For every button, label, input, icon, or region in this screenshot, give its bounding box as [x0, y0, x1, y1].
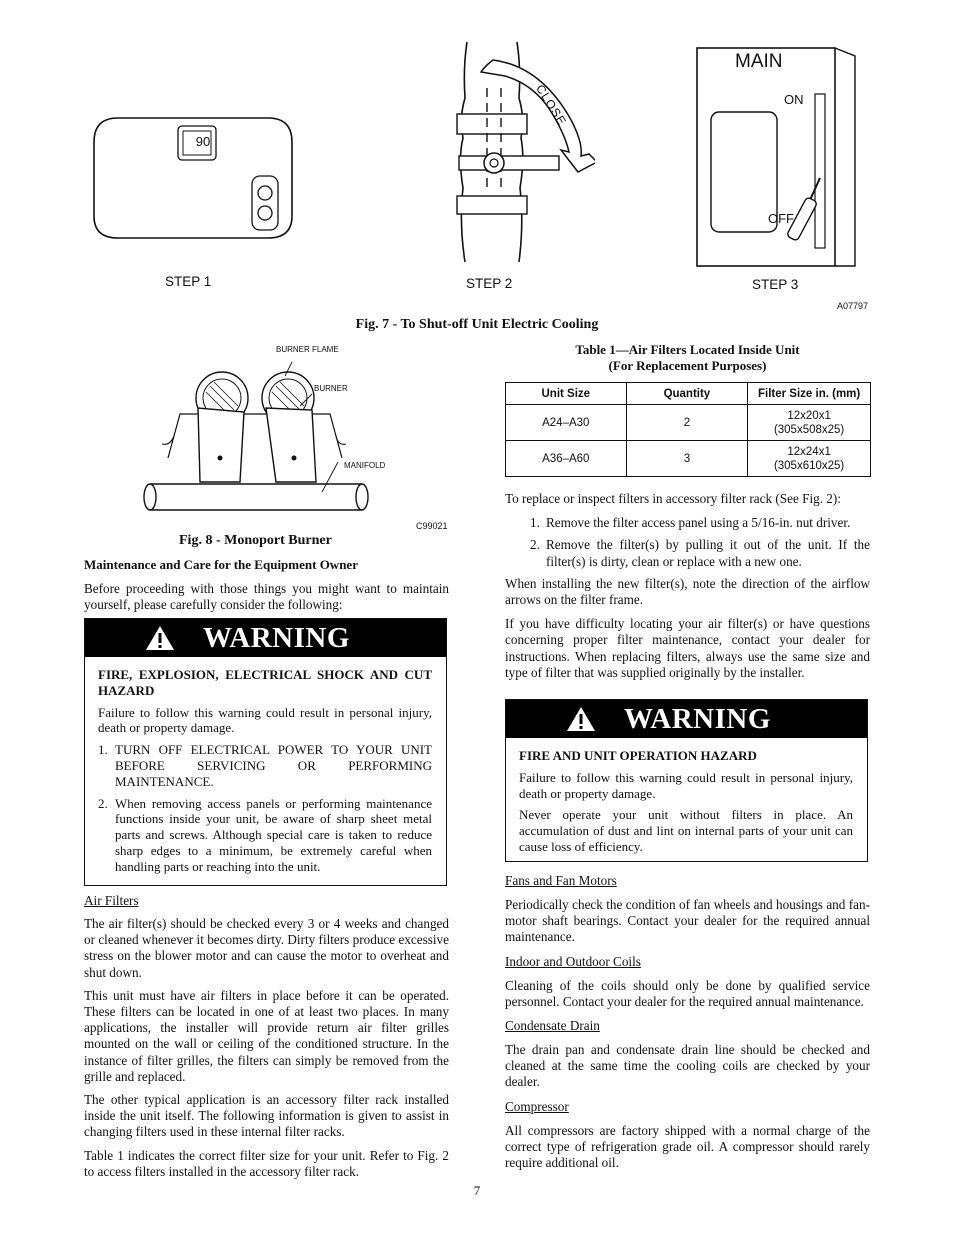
drain-text: The drain pan and condensate drain line should be checked and cleaned at the same time the cooling coils are checked by your dealer.: [505, 1042, 870, 1090]
main-label: MAIN: [735, 51, 783, 72]
air-filters-p1: The air filter(s) should be checked every 3 or 4 weeks and changed or cleaned whenever it becomes dirty. Dirty filters produce excessive stress on the blower motor and can cause the motor to overheat and shut down.: [84, 916, 449, 980]
table-title: Table 1—Air Filters Located Inside Unit: [575, 342, 800, 357]
air-filters-heading: Air Filters: [84, 893, 139, 908]
cell-filter-size: 12x24x1 (305x610x25): [748, 441, 871, 477]
right-column-upper: [505, 491, 870, 681]
warning-triangle-icon: [558, 706, 604, 732]
hazard-consequence: Failure to follow this warning could result in personal injury, death or property damage.: [98, 704, 432, 736]
right-column-lower: [505, 873, 870, 1171]
column-header: Quantity: [626, 383, 748, 405]
table-subtitle: (For Replacement Purposes): [608, 358, 767, 373]
cell-unit-size: A24–A30: [506, 405, 627, 441]
air-filters-p3: The other typical application is an accessory filter rack installed inside the unit itself. The following information is given to assist in changing filters used in these internal filter racks.: [84, 1092, 449, 1140]
close-arrow-label: CLOSE: [533, 82, 570, 129]
step-2-label: STEP 2: [466, 276, 513, 291]
figure-7-code: A07797: [837, 301, 869, 311]
figure-8-code: C99021: [416, 521, 448, 531]
warning-box-electrical: [84, 618, 447, 886]
air-filters-p2: This unit must have air filters in place before it can be operated. These filters can be located in one of at least two places. In many applications, the installer will provide return air filter grilles mounted on the wall or ceiling of the conditioned structure. In the instance of filter grilles, the filters can simply be removed from the grille and replaced.: [84, 987, 449, 1084]
left-column-lower: [84, 893, 449, 1180]
warning-triangle-icon: [137, 625, 183, 651]
thermostat-illustration: [88, 112, 298, 242]
gas-valve-illustration: [445, 38, 595, 266]
on-label: ON: [784, 92, 804, 107]
table-row: [506, 441, 871, 477]
airflow-note: When installing the new filter(s), note the direction of the airflow arrows on the filter frame.: [505, 575, 870, 608]
compressor-text: All compressors are factory shipped with a normal charge of the correct type of refrigeration grade oil. A compressor should rarely require additional oil.: [505, 1122, 870, 1171]
off-label: OFF: [768, 211, 794, 226]
burner-label: BURNER: [314, 384, 348, 393]
warning-title: WARNING: [203, 621, 350, 654]
hazard-title: FIRE, EXPLOSION, ELECTRICAL SHOCK AND CUT HAZARD: [98, 667, 432, 698]
fans-text: Periodically check the condition of fan wheels and housings and fan-motor shaft bearings. Contact your dealer for the required annual maintenance.: [505, 897, 870, 945]
step-3-label: STEP 3: [752, 277, 799, 292]
cell-quantity: 3: [626, 441, 748, 477]
list-item: 2. When removing access panels or performing maintenance functions inside your unit, be aware of sharp sheet metal parts and screws. Although special care is taken to reduce sharp edges to a minimum, be extremely careful when handling parts or reaching into the unit.: [98, 795, 432, 874]
column-header: Unit Size: [506, 383, 627, 405]
column-header: Filter Size in. (mm): [748, 383, 871, 405]
coils-heading: Indoor and Outdoor Coils: [505, 953, 641, 969]
coils-text: Cleaning of the coils should only be done by qualified service personnel. Contact your dealer for the required annual maintenance.: [505, 977, 870, 1009]
warning-header: [506, 700, 867, 738]
cell-unit-size: A36–A60: [506, 441, 627, 477]
air-filters-p4: Table 1 indicates the correct filter size for your unit. Refer to Fig. 2 to access filters installed in the accessory filter rack.: [84, 1147, 449, 1179]
figure-7-caption: Fig. 7 - To Shut-off Unit Electric Cooling: [355, 317, 599, 332]
page-number: 7: [473, 1183, 481, 1198]
table-header-row: [506, 383, 871, 405]
maintenance-heading: Maintenance and Care for the Equipment Owner: [84, 557, 358, 572]
figure-8-caption: Fig. 8 - Monoport Burner: [179, 533, 332, 548]
hazard-consequence: Failure to follow this warning could result in personal injury, death or property damage.: [519, 769, 853, 801]
list-item: 1. TURN OFF ELECTRICAL POWER TO YOUR UNIT BEFORE SERVICING OR PERFORMING MAINTENANCE.: [98, 742, 432, 789]
hazard-detail: Never operate your unit without filters in place. An accumulation of dust and lint on internal parts of your unit can cause loss of efficiency.: [519, 807, 853, 854]
list-item: 2. Remove the filter(s) by pulling it out of the unit. If the filter(s) is dirty, clean or replace with a new one.: [530, 537, 870, 569]
hazard-title: FIRE AND UNIT OPERATION HAZARD: [519, 748, 757, 763]
warning-box-operation: [505, 699, 868, 862]
filters-table: [505, 382, 871, 477]
thermostat-display: 90: [195, 134, 211, 149]
fans-heading: Fans and Fan Motors: [505, 873, 617, 888]
step-1-label: STEP 1: [165, 274, 212, 289]
difficulty-note: If you have difficulty locating your air filter(s) or have questions concerning proper filter maintenance, contact your dealer for instructions. When replacing filters, always use the same size and type of filter that was supplied originally by the installer.: [505, 616, 870, 680]
burner-flame-label: BURNER FLAME: [276, 345, 339, 354]
maintenance-intro: Before proceeding with those things you might want to maintain yourself, please carefully consider the following:: [84, 581, 449, 613]
table-1-title: [505, 342, 870, 374]
replace-steps: [505, 515, 870, 570]
list-item: 1. Remove the filter access panel using a 5/16-in. nut driver.: [530, 515, 851, 531]
replace-intro: To replace or inspect filters in accessory filter rack (See Fig. 2):: [505, 491, 841, 506]
manifold-label: MANIFOLD: [344, 461, 386, 470]
cell-filter-size: 12x20x1 (305x508x25): [748, 405, 871, 441]
warning-header: [85, 619, 446, 657]
left-column: [84, 557, 449, 613]
warning-title: WARNING: [624, 702, 771, 735]
hazard-list: [98, 742, 432, 874]
main-disconnect-illustration: [693, 44, 863, 270]
compressor-heading: Compressor: [505, 1098, 569, 1114]
cell-quantity: 2: [626, 405, 748, 441]
drain-heading: Condensate Drain: [505, 1018, 600, 1034]
table-row: [506, 405, 871, 441]
